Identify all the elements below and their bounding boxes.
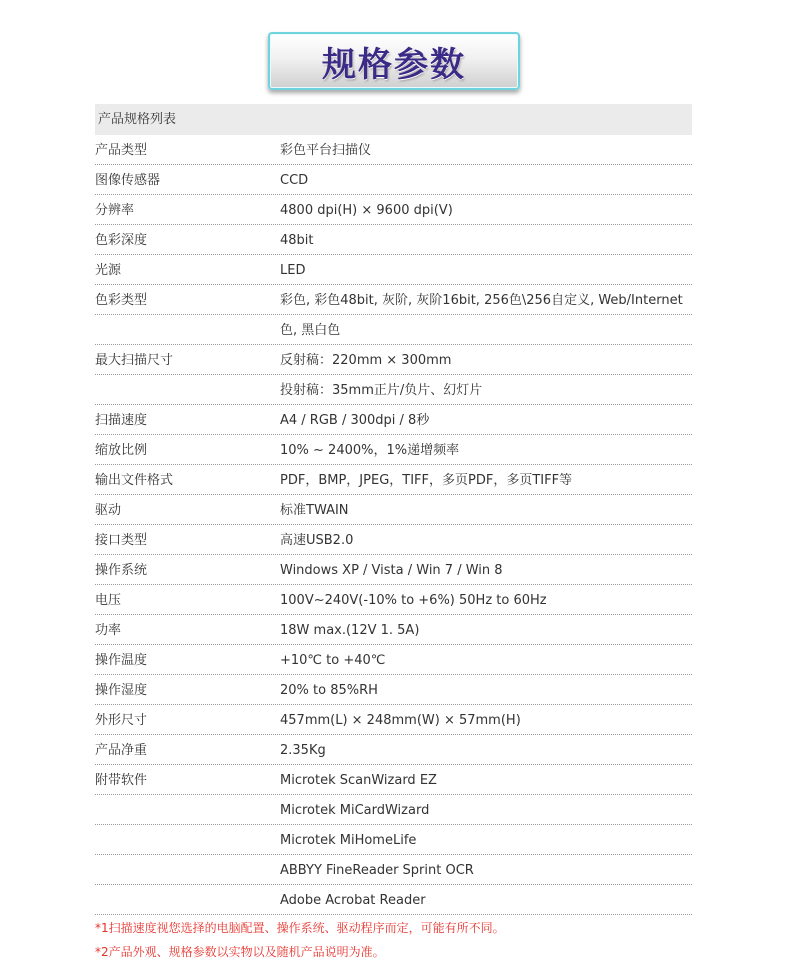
spec-label: 操作系统: [95, 563, 148, 578]
table-row: [95, 855, 692, 885]
table-row: [95, 165, 692, 195]
spec-value: 标准TWAIN: [280, 503, 349, 518]
spec-label: 色彩类型: [95, 293, 148, 308]
spec-value: 4800 dpi(H) × 9600 dpi(V): [280, 203, 453, 218]
table-row: [95, 225, 692, 255]
table-row: [95, 465, 692, 495]
table-row: [95, 315, 692, 345]
footnotes: [95, 916, 715, 964]
spec-label: 电压: [95, 593, 122, 608]
spec-value: 10% ~ 2400%，1%递增频率: [280, 443, 460, 458]
table-row: [95, 645, 692, 675]
spec-value: CCD: [280, 173, 309, 188]
table-row: [95, 705, 692, 735]
spec-label: 色彩深度: [95, 233, 148, 248]
spec-value: Microtek MiHomeLife: [280, 833, 417, 848]
spec-table-header: 产品规格列表: [95, 104, 692, 135]
spec-value: 48bit: [280, 233, 314, 248]
spec-value: 投射稿：35mm正片/负片、幻灯片: [280, 383, 483, 398]
spec-value: Adobe Acrobat Reader: [280, 893, 426, 908]
page-title: 规格参数: [322, 44, 466, 85]
spec-label: 产品净重: [95, 743, 148, 758]
spec-value: Windows XP / Vista / Win 7 / Win 8: [280, 563, 503, 578]
table-row: [95, 405, 692, 435]
table-row: [95, 255, 692, 285]
spec-value: 高速USB2.0: [280, 533, 354, 548]
spec-label: 操作温度: [95, 653, 148, 668]
spec-table-body: [95, 135, 692, 915]
table-row: [95, 555, 692, 585]
spec-label: 图像传感器: [95, 173, 161, 188]
spec-value: Microtek ScanWizard EZ: [280, 773, 437, 788]
table-row: [95, 495, 692, 525]
spec-value: 彩色, 彩色48bit, 灰阶, 灰阶16bit, 256色\256自定义, Web/Internet: [280, 293, 683, 308]
spec-value: A4 / RGB / 300dpi / 8秒: [280, 413, 430, 428]
title-banner: [268, 32, 520, 90]
table-row: [95, 585, 692, 615]
spec-value: 457mm(L) × 248mm(W) × 57mm(H): [280, 713, 521, 728]
spec-value: 20% to 85%RH: [280, 683, 378, 698]
spec-value: 反射稿：220mm × 300mm: [280, 353, 452, 368]
spec-table: [95, 104, 692, 915]
spec-label: 扫描速度: [95, 413, 148, 428]
spec-label: 接口类型: [95, 533, 148, 548]
spec-value: 2.35Kg: [280, 743, 326, 758]
spec-value: 彩色平台扫描仪: [280, 143, 372, 158]
table-row: [95, 735, 692, 765]
spec-label: 附带软件: [95, 773, 148, 788]
spec-value: LED: [280, 263, 306, 278]
spec-value: 100V~240V(-10% to +6%) 50Hz to 60Hz: [280, 593, 547, 608]
spec-label: 光源: [95, 263, 122, 278]
table-row: [95, 885, 692, 915]
spec-value: PDF，BMP，JPEG，TIFF，多页PDF，多页TIFF等: [280, 473, 573, 488]
spec-label: 功率: [95, 623, 122, 638]
footnote-1: *1扫描速度视您选择的电脑配置、操作系统、驱动程序而定，可能有所不同。: [95, 921, 505, 935]
spec-value: 色, 黑白色: [280, 323, 341, 338]
spec-value: +10℃ to +40℃: [280, 653, 386, 668]
table-row: [95, 345, 692, 375]
spec-label: 最大扫描尺寸: [95, 353, 174, 368]
spec-label: 操作湿度: [95, 683, 148, 698]
table-row: [95, 525, 692, 555]
spec-value: Microtek MiCardWizard: [280, 803, 430, 818]
spec-label: 缩放比例: [95, 443, 148, 458]
spec-label: 分辨率: [95, 203, 135, 218]
spec-value: 18W max.(12V 1. 5A): [280, 623, 420, 638]
table-row: [95, 795, 692, 825]
spec-value: ABBYY FineReader Sprint OCR: [280, 863, 474, 878]
spec-label: 产品类型: [95, 143, 148, 158]
table-row: [95, 825, 692, 855]
spec-label: 输出文件格式: [95, 473, 174, 488]
table-row: [95, 135, 692, 165]
spec-label: 外形尺寸: [95, 713, 148, 728]
spec-label: 驱动: [95, 503, 122, 518]
table-row: [95, 675, 692, 705]
table-row: [95, 195, 692, 225]
table-row: [95, 435, 692, 465]
table-row: [95, 765, 692, 795]
table-row: [95, 375, 692, 405]
footnote-2: *2产品外观、规格参数以实物以及随机产品说明为准。: [95, 945, 385, 959]
table-row: [95, 285, 692, 315]
table-row: [95, 615, 692, 645]
